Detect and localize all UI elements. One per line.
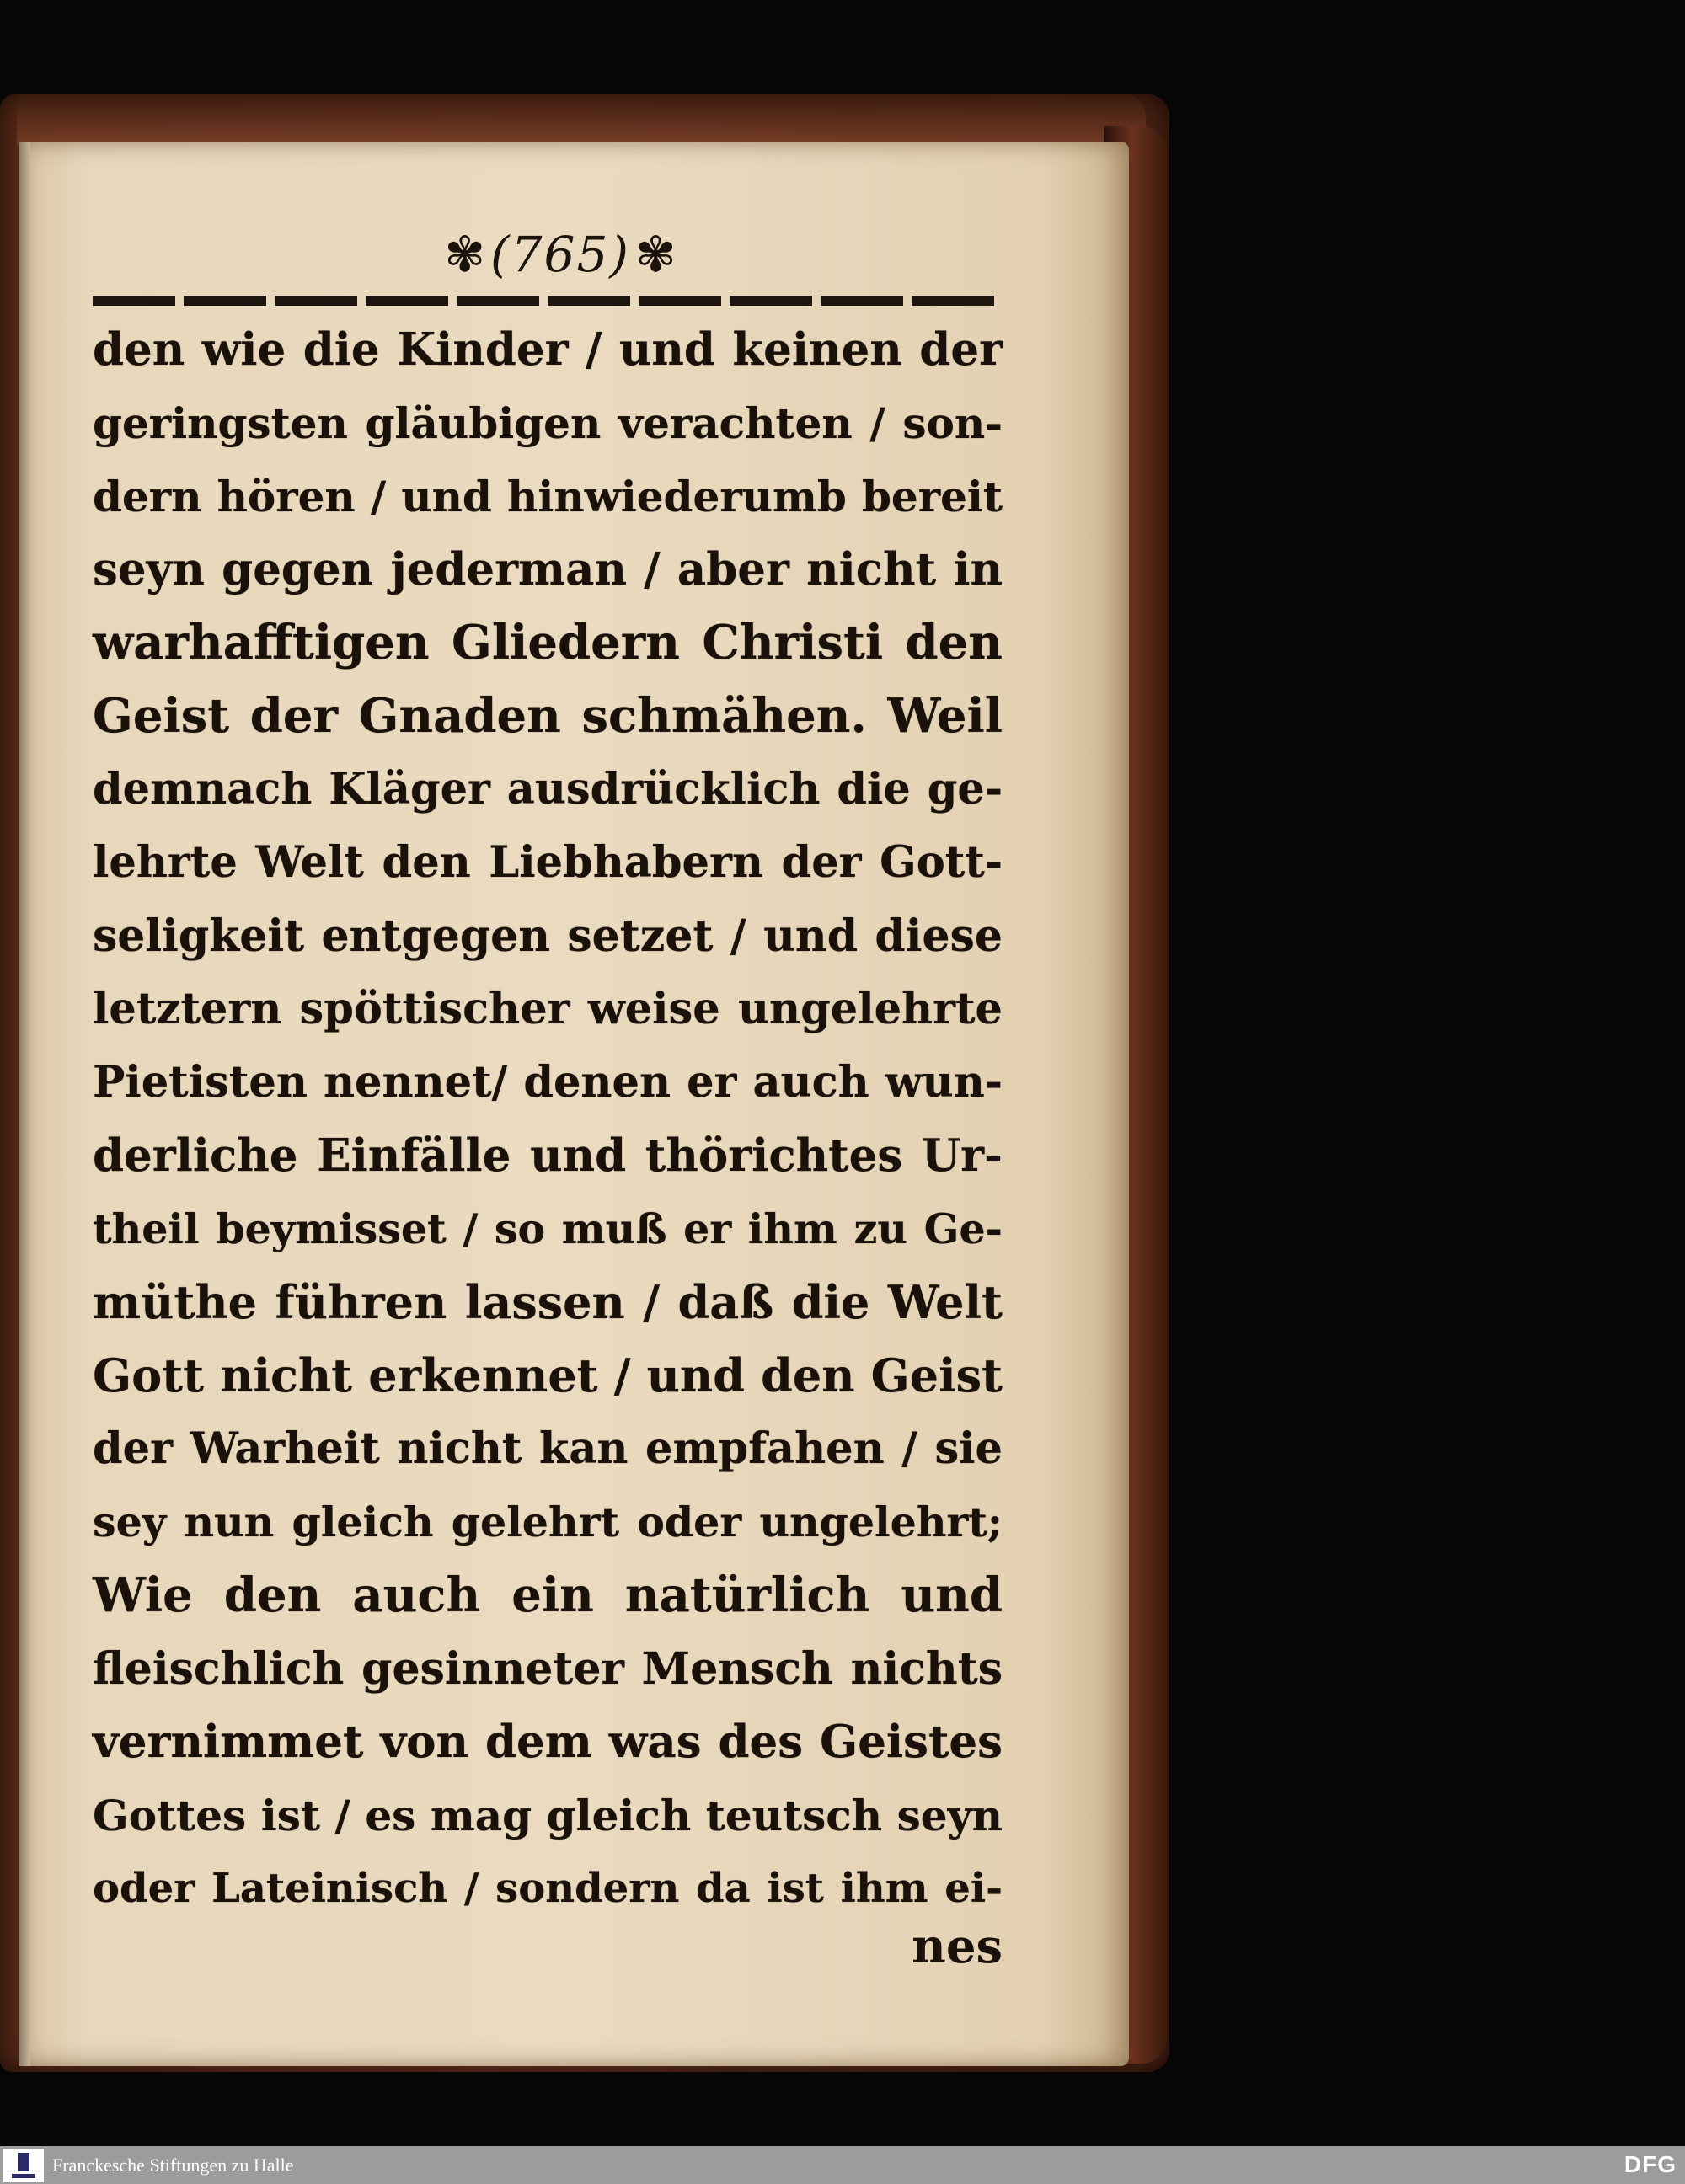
flower-ornament-left-icon: ✾ <box>444 226 485 283</box>
page-gutter <box>19 142 30 2066</box>
page-number: (765) <box>490 226 630 283</box>
text-line: letztern spöttischer weise ungelehrte <box>93 984 1003 1034</box>
text-line: der Warheit nicht kan empfahen / sie <box>93 1423 1003 1474</box>
page-header <box>421 221 699 288</box>
text-line: vernimmet von dem was des Geistes <box>93 1716 1003 1768</box>
flower-ornament-right-icon: ✾ <box>635 226 677 283</box>
text-line: seyn gegen jederman / aber nicht in <box>93 543 1003 595</box>
institution-name: Franckesche Stiftungen zu Halle <box>52 2154 294 2176</box>
text-line: sey nun gleich gelehrt oder ungelehrt; <box>93 1498 1003 1546</box>
text-line: dern hören / und hinwiederumb bereit <box>93 472 1003 521</box>
text-line: Gottes ist / es mag gleich teutsch seyn <box>93 1791 1003 1840</box>
text-line: Gott nicht erkennet / und den Geist <box>93 1348 1003 1402</box>
text-line: derliche Einfälle und thörichtes Ur- <box>93 1129 1003 1182</box>
text-line: Wie den auch ein natürlich und <box>93 1567 1003 1623</box>
text-line: oder Lateinisch / sondern da ist ihm ei- <box>93 1865 1003 1912</box>
book-cover-top-edge <box>17 94 1146 145</box>
catchword: nes <box>912 1919 1003 1974</box>
text-line: fleischlich gesinneter Mensch nichts <box>93 1643 1003 1695</box>
text-line: lehrte Welt den Liebhabern der Gott- <box>93 837 1003 888</box>
header-rule <box>93 296 1003 306</box>
text-line: demnach Kläger ausdrücklich die ge- <box>93 764 1003 814</box>
text-line: seligkeit entgegen setzet / und diese <box>93 910 1003 962</box>
text-line: Pietisten nennet/ denen er auch wun- <box>93 1057 1003 1108</box>
dfg-logo: DFG <box>1623 2151 1677 2177</box>
text-line: warhafftigen Gliedern Christi den <box>93 615 1003 670</box>
body-text <box>93 313 1003 1925</box>
text-line: müthe führen lassen / daß die Welt <box>93 1275 1003 1329</box>
page-number-value: 765 <box>511 226 610 283</box>
text-line: geringsten gläubigen verachten / son- <box>93 398 1003 448</box>
text-line: den wie die Kinder / und keinen der <box>93 323 1003 376</box>
text-line: theil beymisset / so muß er ihm zu Ge- <box>93 1204 1003 1253</box>
text-line: Geist der Gnaden schmähen. Weil <box>93 688 1003 744</box>
footer-bar <box>0 2146 1685 2184</box>
institution-logo-icon <box>3 2149 44 2182</box>
